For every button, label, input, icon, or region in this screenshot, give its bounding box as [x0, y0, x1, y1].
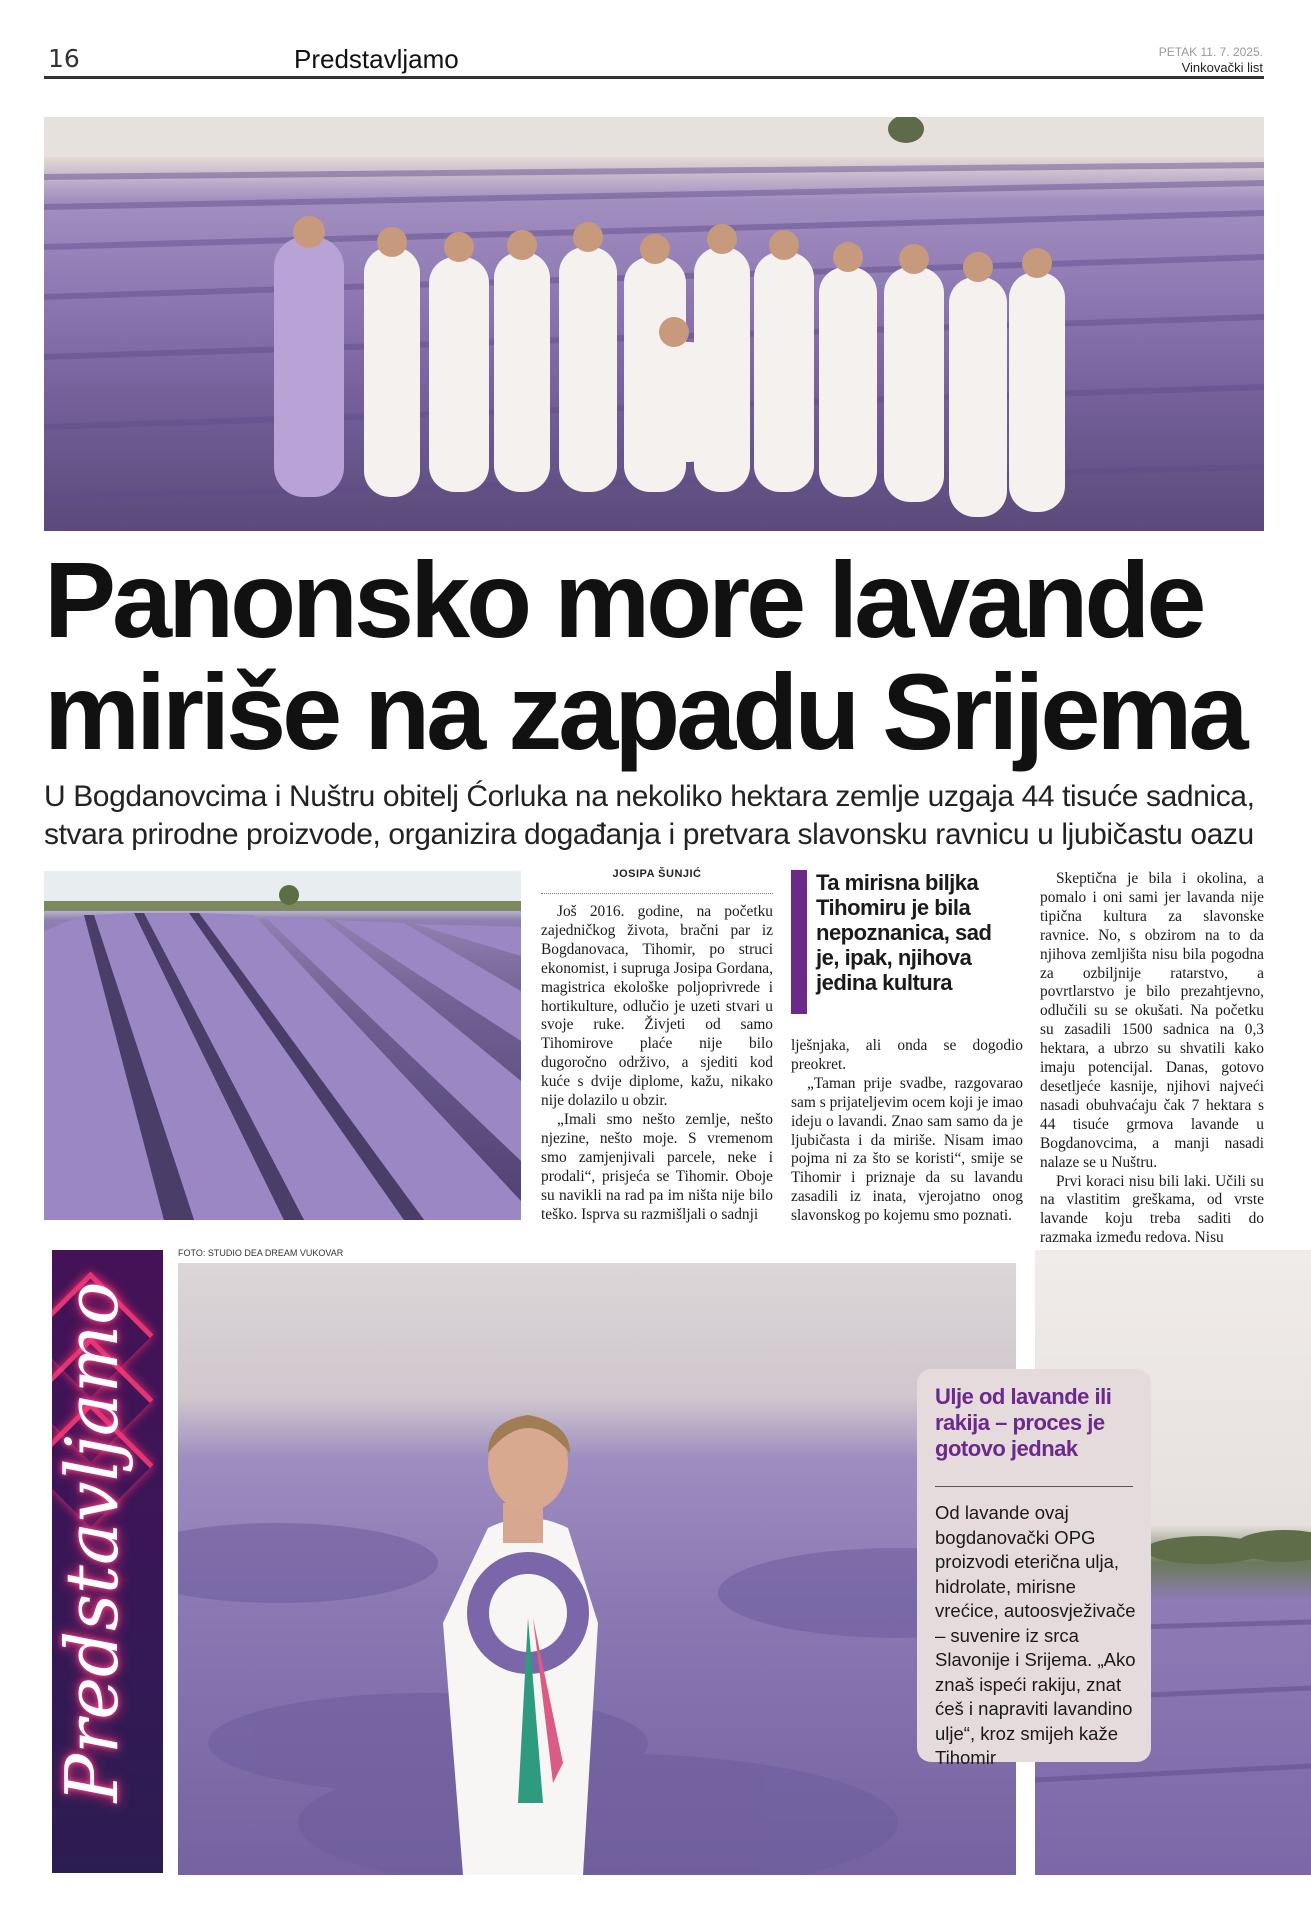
- article-column-1: [541, 903, 773, 1224]
- infobox-text: Od lavande ovaj bogdanovački OPG proizvodi eterična ulja, hidrolate, mirisne vrećice, autoosvježivače – suvenire iz srca Slavonije i Srijema. „Ako znaš ispeći rakiju, znat ćeš i napraviti lavandino ulje“, kroz smijeh kaže Tihomir: [935, 1502, 1136, 1768]
- hero-photo-illustration: [44, 117, 1264, 531]
- article-column-3: [1040, 870, 1264, 1248]
- woman-with-lavender-wreath-photo: [178, 1263, 1016, 1875]
- woman-photo-illustration: [178, 1263, 1016, 1875]
- page-number: 16: [48, 44, 80, 73]
- article-paragraph: Skeptična je bila i okolina, a pomalo i oni sami jer lavanda nije tipična kultura za slavonske ravnice. No, s obzirom na to da njihova zemljišta nisu bila pogodna za ozbiljnije ratarstvo, a povrtlarstvo je bilo prezahtjevno, odlučili su se okušati. Na početku su zasadili 1500 sadnica na 0,3 hektara, a ubrzo su shvatili kako imaju potencijal. Danas, gotovo desetljeće kasnije, njihovi najveći nasadi obuhvaćaju čak 7 hektara s 44 tisuće grmova lavande u Bogdanovcima, a manji nasadi nalaze se u Nuštru.: [1040, 870, 1264, 1171]
- article-deck: U Bogdanovcima i Nuštru obitelj Ćorluka na nekoliko hektara zemlje uzgaja 44 tisuće sadnica, stvara prirodne proizvode, organizira događanja i pretvara slavonsku ravnicu u ljubičastu oazu: [44, 780, 1255, 851]
- photo-credit: FOTO: STUDIO DEA DREAM VUKOVAR: [178, 1248, 344, 1258]
- article-column-2: [791, 1037, 1023, 1226]
- pull-quote: Ta mirisna biljka Tihomiru je bila nepoznanica, sad je, ipak, njihova jedina kultura: [816, 870, 992, 995]
- publication-date: PETAK 11. 7. 2025.: [1158, 45, 1263, 59]
- article-paragraph: Prvi koraci nisu bili laki. Učili su na vlastitim greškama, od vrste lavande koju treba saditi do razmaka između redova. Nisu: [1040, 1172, 1264, 1247]
- article-paragraph: lješnjaka, ali onda se dogodio preokret.: [791, 1037, 1023, 1073]
- infobox-title: Ulje od lavande ili rakija – proces je gotovo jednak: [935, 1384, 1112, 1461]
- article-headline: Panonsko more lavande miriše na zapadu Srijema: [44, 539, 1245, 772]
- lavender-rows-photo: [44, 871, 521, 1220]
- hero-photo-group-in-lavender: [44, 117, 1264, 531]
- article-paragraph: „Imali smo nešto zemlje, nešto njezine, nešto moje. S vremenom smo zamjenjivali parcele, neke i prodali“, prisjeća se Tihomir. Oboje su navikli na rad pa im ništa nije bilo teško. Isprva su razmišljali o sadnji: [541, 1110, 773, 1223]
- pull-quote-bar: [791, 870, 807, 1014]
- section-tag-label: Predstavljamo: [50, 1281, 134, 1803]
- header-rule: [44, 76, 1264, 79]
- article-byline: JOSIPA ŠUNJIĆ: [612, 868, 702, 880]
- article-paragraph: Još 2016. godine, na početku zajedničkog života, bračni par iz Bogdanovaca, Tihomir, po struci ekonomist, i supruga Josipa Gordana, magistrica ekološke poljoprivrede i hortikulture, odlučio je uzeti stvari u svoje ruke. Živjeti od samo Tihomirove plaće nije bilo dugoročno održivo, a sjediti kod kuće s dvije diplome, kažu, nikako nije dolazilo u obzir.: [541, 903, 773, 1110]
- section-title: Predstavljamo: [294, 44, 459, 74]
- byline-rule: [541, 893, 773, 894]
- lavender-rows-illustration: [44, 871, 521, 1220]
- article-paragraph: „Taman prije svadbe, razgovarao sam s prijateljevim ocem koji je imao ideju o lavandi. Znao sam samo da je ljubičasta i da miriše. Nisam imao pojma ni za što se koristi“, smije se Tihomir i priznaje da su lavandu zasadili iz inata, vjerojatno onog slavonskog po kojemu smo poznati.: [791, 1074, 1023, 1225]
- publication-name: Vinkovački list: [1181, 60, 1263, 75]
- infobox-rule: [935, 1486, 1133, 1487]
